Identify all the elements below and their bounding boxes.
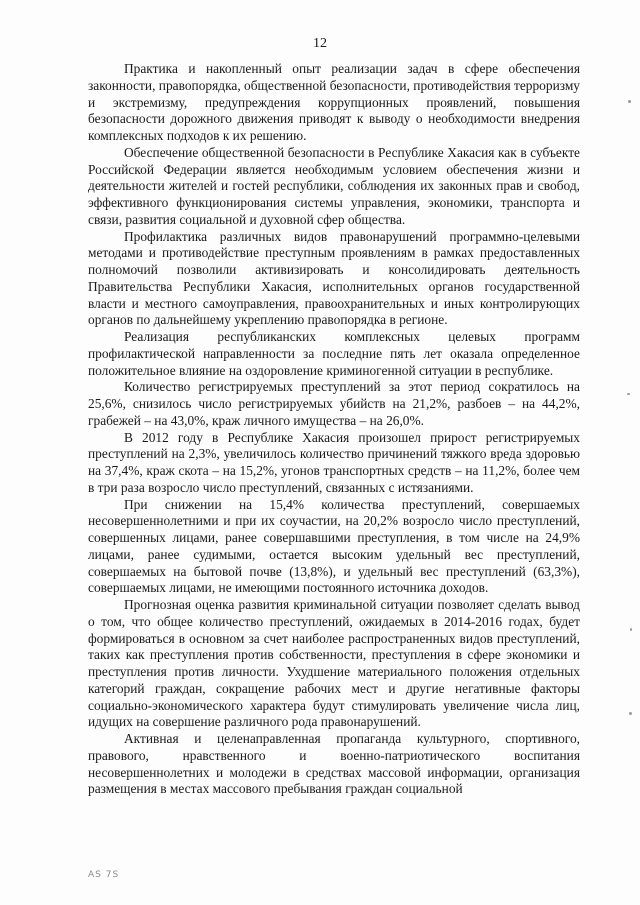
paragraph-programs: Реализация республиканских комплексных целевых программ профилактической направленности за последние пять лет оказала определенное положительное влияние на оздоровление криминогенной ситуации в республике. [88,329,580,378]
paragraph-practice: Практика и накопленный опыт реализации задач в сфере обеспечения законности, правопорядка, общественной безопасности, противодействия терроризму и экстремизму, предупреждения коррупционных проявлений, повышения безопасности дорожного движения приводят к выводу о необходимости внедрения комплексных подходов к их решению. [88,61,580,143]
paragraph-public-safety: Обеспечение общественной безопасности в Республике Хакасия как в субъекте Российской Федерации является необходимым условием обеспечения жизни и деятельности жителей и гостей республики, соблюдения их законных прав и свобод, эффективного функционирования системы управления, экономики, транспорта и связи, развития социальной и духовной сфер общества. [88,144,580,227]
document-body [88,61,580,798]
scan-speck [628,100,631,103]
paragraph-prevention: Профилактика различных видов правонарушений программно-целевыми методами и противодействие преступным проявлениям в рамках предоставленных полномочий позволили активизировать и консолидировать деятельность Правительства Республики Хакасия, исполнительных органов государственной власти и местного самоуправления, правоохранительных и иных контролирующих органов по дальнейшему укреплению правопорядка в регионе. [88,228,580,328]
paragraph-propaganda: Активная и целенаправленная пропаганда культурного, спортивного, правового, нравственного и военно-патриотического воспитания несовершеннолетних и молодежи в средствах массовой информации, организация размещения в местах массового пребывания граждан социальной [88,731,580,797]
paragraph-forecast: Прогнозная оценка развития криминальной ситуации позволяет сделать вывод о том, что общее количество преступлений, ожидаемых в 2014-2016 годах, будет формироваться в основном за счет наиболее распространенных видов преступлений, таких как преступления против собственности, преступления в сфере экономики и преступления против личности. Ухудшение материального положения отдельных категорий граждан, сокращение рабочих мест и другие негативные факторы социально-экономического характера будут стимулировать увеличение числа лиц, идущих на совершение различного рода правонарушений. [88,597,580,730]
paragraph-2012-growth: В 2012 году в Республике Хакасия произошел прирост регистрируемых преступлений на 2,3%, увеличилось количество причинений тяжкого вреда здоровью на 37,4%, краж скота – на 15,2%, угонов транспортных средств – на 11,2%, более чем в три раза возросло число преступлений, связанных с истязаниями. [88,429,580,495]
footer-mark: AS 7S [88,870,120,880]
scan-speck [630,628,632,631]
page-number: 12 [313,36,327,51]
scan-speck [627,393,630,395]
scan-speck [629,712,632,715]
paragraph-crime-reduction: Количество регистрируемых преступлений за этот период сократилось на 25,6%, снизилось число регистрируемых убийств на 21,2%, разбоев – на 44,2%, грабежей – на 43,0%, краж личного имущества – на 26,0%. [88,379,580,428]
paragraph-juvenile-crime: При снижении на 15,4% количества преступлений, совершаемых несовершеннолетними и при их соучастии, на 20,2% возросло число преступлений, совершенных лицами, ранее совершавшими преступления, в том числе на 24,9% лицами, ранее судимыми, остается высоким удельный вес преступлений, совершаемых на бытовой почве (13,8%), и удельный вес преступлений (63,3%), совершаемых лицами, не имеющими постоянного источника доходов. [88,496,580,596]
